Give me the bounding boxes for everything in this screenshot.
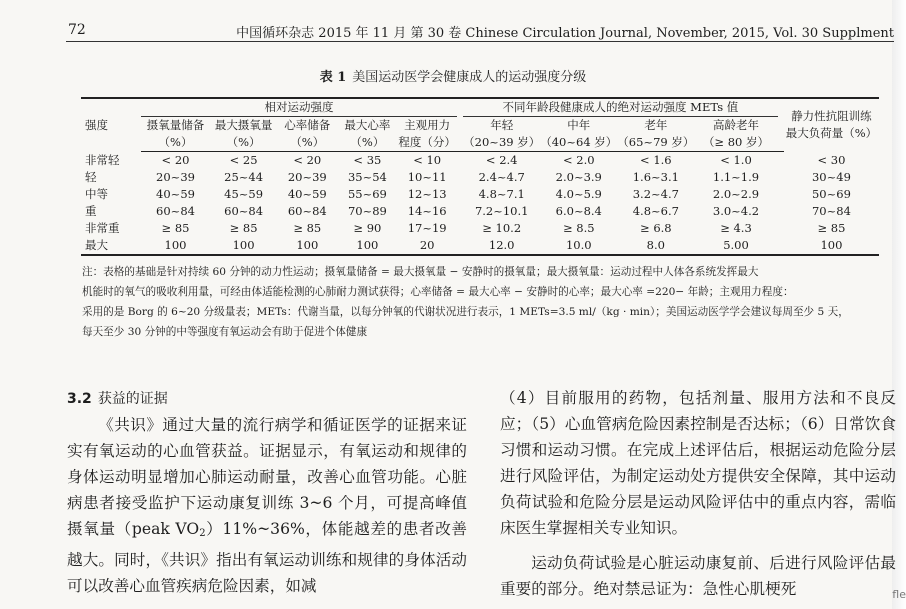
table-cell: 100 bbox=[141, 237, 210, 255]
running-header: 中国循环杂志 2015 年 11 月 第 30 卷 Chinese Circulation Journal, November, 2015, Vol. 30 Supplment bbox=[236, 26, 894, 41]
table-cell: 4.8~6.7 bbox=[632, 204, 679, 218]
table-cell: 4.0~5.9 bbox=[555, 187, 602, 201]
table-cell: ≥ 85 bbox=[293, 221, 322, 235]
edge-fragment: fle bbox=[892, 588, 906, 601]
table-cell: < 35 bbox=[353, 153, 382, 167]
group-absolute: 不同年龄段健康成人的绝对运动强度 METs 值 bbox=[463, 98, 777, 117]
table-cell: 60~84 bbox=[287, 204, 327, 218]
table-cell: 40~59 bbox=[156, 187, 195, 201]
table-cell: < 30 bbox=[817, 152, 846, 167]
table-cell: 1.6~3.1 bbox=[632, 170, 679, 184]
table-cell: 50~69 bbox=[811, 187, 851, 201]
table-cell: 40~59 bbox=[287, 187, 327, 201]
table-cell: 20~39 bbox=[287, 170, 327, 184]
right-column bbox=[500, 385, 896, 602]
table-cell: 35~54 bbox=[347, 170, 387, 184]
table-notes bbox=[82, 262, 882, 342]
table-cell: 6.0~8.4 bbox=[555, 204, 602, 218]
col-middle: 中年 bbox=[567, 118, 591, 132]
row-level: 中等 bbox=[85, 187, 108, 201]
table-cell: 10~11 bbox=[407, 170, 447, 184]
col-reserve: 摄氧量储备 bbox=[146, 118, 205, 132]
row-level: 非常重 bbox=[85, 221, 120, 235]
left-column bbox=[67, 412, 467, 599]
table-row bbox=[81, 203, 879, 220]
table-row bbox=[81, 237, 879, 255]
col-static: 静力性抗阻训练 最大负荷量（%） bbox=[784, 98, 879, 152]
col-hrr: 心率储备 bbox=[284, 118, 331, 132]
page-number: 72 bbox=[68, 22, 86, 38]
row-level: 最大 bbox=[81, 237, 141, 255]
table-cell: 100 bbox=[210, 237, 277, 255]
table-row bbox=[81, 169, 879, 186]
table-caption bbox=[0, 66, 906, 85]
note-line: 每天至少 30 分钟的中等强度有氧运动会有助于促进个体健康 bbox=[82, 326, 368, 338]
col-rpe: 主观用力 bbox=[404, 118, 451, 132]
table-cell: 20 bbox=[397, 237, 456, 255]
section-number: 3.2 bbox=[67, 391, 92, 407]
col-young: 年轻 bbox=[490, 118, 514, 132]
table-cell: 7.2~10.1 bbox=[474, 204, 529, 218]
right-paragraph-2: 运动负荷试验是心脏运动康复前、后进行风险评估最重要的部分。绝对禁忌证为：急性心肌梗死 bbox=[500, 554, 896, 598]
table-cell: 5.00 bbox=[694, 237, 777, 255]
table-cell: 3.0~4.2 bbox=[712, 204, 760, 218]
col-elder: 高龄老年 bbox=[712, 118, 759, 132]
col-old: 老年 bbox=[644, 118, 668, 132]
table-cell: 2.0~3.9 bbox=[555, 170, 602, 184]
left-paragraph: 《共识》通过大量的流行病学和循证医学的证据来证实有氧运动的心血管获益。证据显示，有氧运动和规律的身体运动明显增加心肺运动耐量，改善心血管功能。心脏病患者接受监护下运动康复训练 3~6 个月，可提高峰值摄氧量（peak $VO_2)11\%\sim 36\%$，体能越差的患者改善越大。同时，《共识》指出有氧运动训练和规律的身体活动可以改善心血管疾病危险因素，如减 bbox=[67, 416, 468, 595]
table-cell: 45~59 bbox=[224, 187, 264, 201]
group-relative: 相对运动强度 bbox=[141, 98, 457, 117]
table-cell: 2.0~2.9 bbox=[712, 187, 760, 201]
table-cell: 60~84 bbox=[156, 204, 195, 218]
exercise-intensity-table: 强度 相对运动强度 不同年龄段健康成人的绝对运动强度 METs 值 静力性抗阻训练 最大负荷量（%） 摄氧量储备 最大摄氧量 心率储备 最大心率 主观用力 年轻 中年 老年 高龄老年 （%） （%） （%） （%） 程度（分） （20~39 岁） （40~64 岁） （65~79 岁） （≥ 80 岁） 非常轻 < 20 < 25 < 20 < 35 < 10 < 2.4 < 2.0 < 1.6 < 1.0 < 30 轻 20~39 25~44 20~39 35~54 10~11 2.4~4.7 2.0~3.9 1.6~3.1 1.1~1.9 30~49 中等 40~59 45~59 40~59 55~69 12~13 4.8~7.1 4.0~5.9 3.2~4.7 2.0~2.9 50~69 重 60~84 60~84 60~84 70~89 14~16 7.2~10.1 6.0~8.4 4.8~6.7 3.0~4.2 70~84 非常重 ≥ 85 ≥ 85 ≥ 85 ≥ 90 17~19 ≥ 10.2 ≥ 8.5 ≥ 6.8 ≥ 4.3 ≥ 85 最大 100 100 100 100 20 12.0 10.0 8.0 5.00 100 bbox=[81, 97, 879, 256]
table-cell: < 25 bbox=[229, 153, 258, 167]
table-cell: 12~13 bbox=[407, 187, 447, 201]
table-cell: ≥ 8.5 bbox=[562, 221, 595, 235]
note-line: 注：表格的基础是针对持续 60 分钟的动力性运动；摄氧量储备 = 最大摄氧量 − 安静时的摄氧量；最大摄氧量：运动过程中人体各系统发挥最大 bbox=[82, 266, 759, 278]
table-cell: < 1.6 bbox=[640, 153, 672, 167]
table-cell: 3.2~4.7 bbox=[632, 187, 679, 201]
table-cell: ≥ 85 bbox=[817, 221, 846, 235]
table-cell: 60~84 bbox=[224, 204, 264, 218]
table-cell: < 20 bbox=[161, 153, 190, 167]
table-cell: ≥ 85 bbox=[161, 221, 190, 235]
table-cell: 1.1~1.9 bbox=[712, 170, 760, 184]
table-cell: ≥ 85 bbox=[229, 221, 258, 235]
row-level: 重 bbox=[85, 204, 97, 218]
table-cell: < 2.0 bbox=[562, 153, 595, 167]
note-line: 机能时的氧气的吸收利用量，可经由体适能检测的心肺耐力测试获得；心率储备 = 最大心率 − 安静时的心率；最大心率 =220− 年龄；主观用力程度： bbox=[82, 286, 794, 298]
header-rule bbox=[66, 41, 894, 42]
table-cell: < 10 bbox=[413, 153, 442, 167]
table-cell: 14~16 bbox=[407, 204, 447, 218]
note-line: 采用的是 Borg 的 6~20 分级量表；METs：代谢当量，以每分钟氧的代谢状况进行表示，1 METs=3.5 ml/（kg · min）；美国运动医学学会建议每周至少 5 天， bbox=[82, 306, 849, 318]
table-cell: 55~69 bbox=[347, 187, 387, 201]
table-cell: 12.0 bbox=[463, 237, 540, 255]
table-cell: 70~89 bbox=[347, 204, 387, 218]
table-cell: < 2.4 bbox=[485, 153, 518, 167]
table-row bbox=[81, 220, 879, 237]
table-cell: 8.0 bbox=[617, 237, 694, 255]
table-cell: ≥ 6.8 bbox=[640, 221, 672, 235]
table-cell: 30~49 bbox=[811, 170, 851, 184]
table-cell: 2.4~4.7 bbox=[478, 170, 525, 184]
table-cell: < 20 bbox=[293, 153, 322, 167]
table-cell: 70~84 bbox=[811, 204, 851, 218]
col-maxvo2: 最大摄氧量 bbox=[214, 118, 273, 132]
table-title: 美国运动医学会健康成人的运动强度分级 bbox=[352, 70, 587, 85]
table-cell: 17~19 bbox=[407, 221, 447, 235]
row-level: 轻 bbox=[85, 170, 97, 184]
table-cell: 25~44 bbox=[224, 170, 264, 184]
table-cell: < 1.0 bbox=[720, 153, 752, 167]
table-cell: 100 bbox=[277, 237, 337, 255]
right-paragraph-1: （4）目前服用的药物，包括剂量、服用方法和不良反应；（5）心血管病危险因素控制是否达标；（6）日常饮食习惯和运动习惯。在完成上述评估后，根据运动危险分层进行风险评估，为制定运动处方提供安全保障，其中运动负荷试验和危险分层是运动风险评估中的重点内容，需临床医生掌握相关专业知识。 bbox=[500, 389, 896, 537]
table-cell: 100 bbox=[784, 237, 879, 255]
table-cell: ≥ 90 bbox=[353, 221, 382, 235]
table-row bbox=[81, 186, 879, 203]
table-row bbox=[81, 152, 879, 170]
section-title: 获益的证据 bbox=[97, 391, 168, 407]
row-level: 非常轻 bbox=[85, 152, 120, 167]
col-intensity: 强度 bbox=[81, 98, 141, 152]
table-cell: ≥ 10.2 bbox=[482, 221, 522, 235]
section-heading bbox=[67, 388, 168, 408]
table-cell: 100 bbox=[337, 237, 397, 255]
table-cell: 4.8~7.1 bbox=[478, 187, 525, 201]
table-cell: 10.0 bbox=[540, 237, 617, 255]
table-cell: 20~39 bbox=[156, 170, 195, 184]
table-label: 表 1 bbox=[319, 70, 347, 85]
col-maxhr: 最大心率 bbox=[344, 118, 391, 132]
table-cell: ≥ 4.3 bbox=[720, 221, 752, 235]
